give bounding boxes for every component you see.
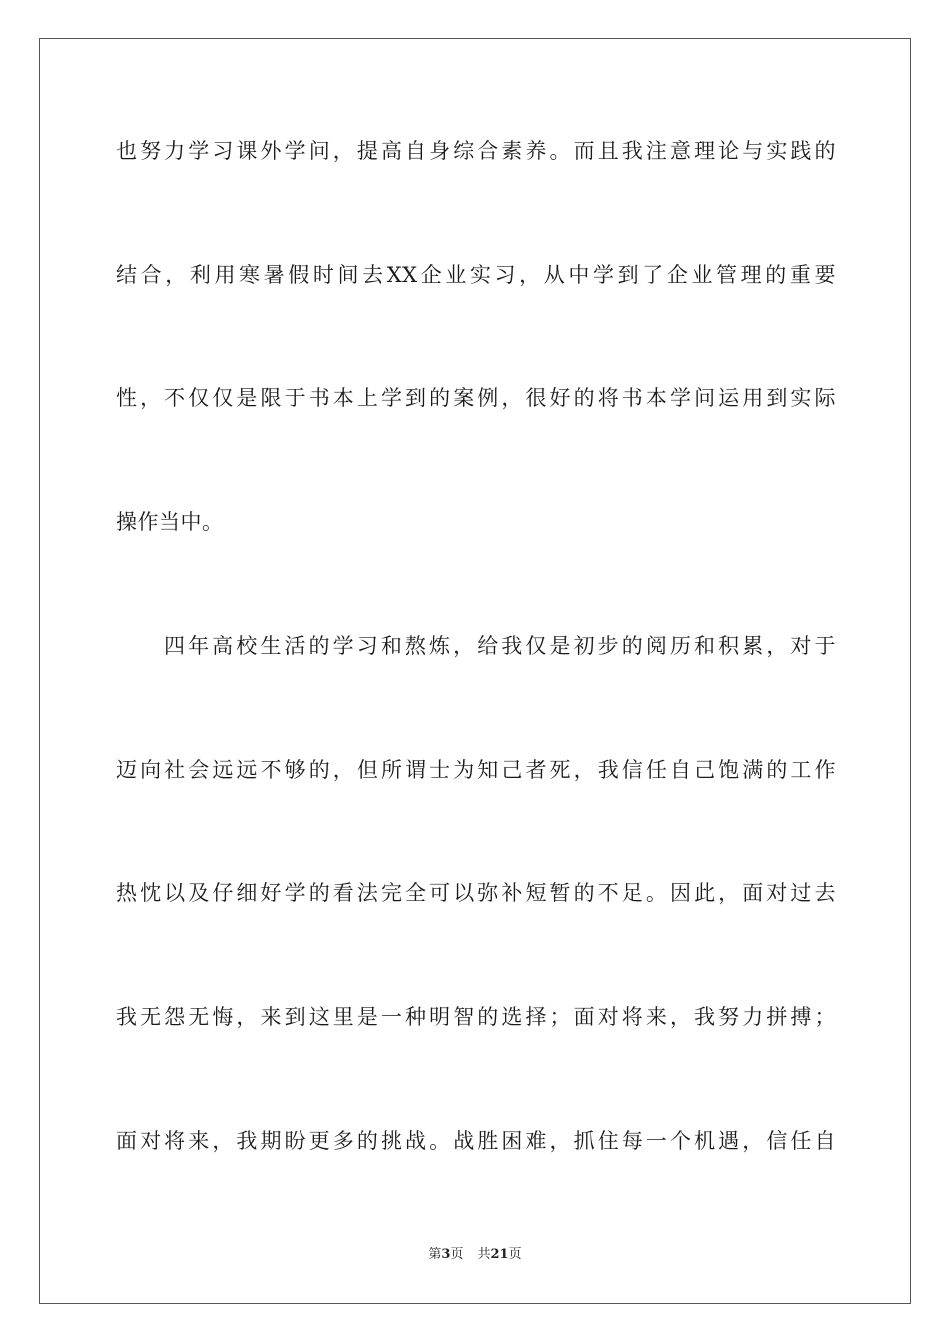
text-line-9: 面对将来，我期盼更多的挑战。战胜困难，抓住每一个机遇，信任自 bbox=[116, 1129, 836, 1153]
text-line-3: 性，不仅仅是限于书本上学到的案例，很好的将书本学问运用到实际 bbox=[116, 386, 836, 410]
text-line-8: 我无怨无悔，来到这里是一种明智的选择；面对将来，我努力拼搏； bbox=[116, 1005, 836, 1029]
text-line-7: 热忱以及仔细好学的看法完全可以弥补短暂的不足。因此，面对过去 bbox=[116, 881, 836, 905]
text-line-4: 操作当中。 bbox=[116, 510, 224, 534]
total-prefix: 共 bbox=[477, 1247, 491, 1262]
text-line-5: 四年高校生活的学习和熬炼，给我仅是初步的阅历和积累，对于 bbox=[164, 634, 836, 658]
page-border bbox=[39, 38, 911, 1304]
page-prefix: 第 bbox=[428, 1247, 442, 1262]
text-line-6: 迈向社会远远不够的，但所谓士为知己者死，我信任自己饱满的工作 bbox=[116, 758, 836, 782]
page-footer bbox=[0, 1246, 950, 1264]
text-line-1: 也努力学习课外学问，提高自身综合素养。而且我注意理论与实践的 bbox=[116, 139, 836, 163]
page-suffix: 页 bbox=[450, 1247, 464, 1262]
text-line-2: 结合，利用寒暑假时间去XX企业实习，从中学到了企业管理的重要 bbox=[116, 263, 836, 287]
page-number: 3 bbox=[441, 1247, 451, 1262]
total-pages: 21 bbox=[490, 1247, 509, 1262]
total-suffix: 页 bbox=[508, 1247, 522, 1262]
